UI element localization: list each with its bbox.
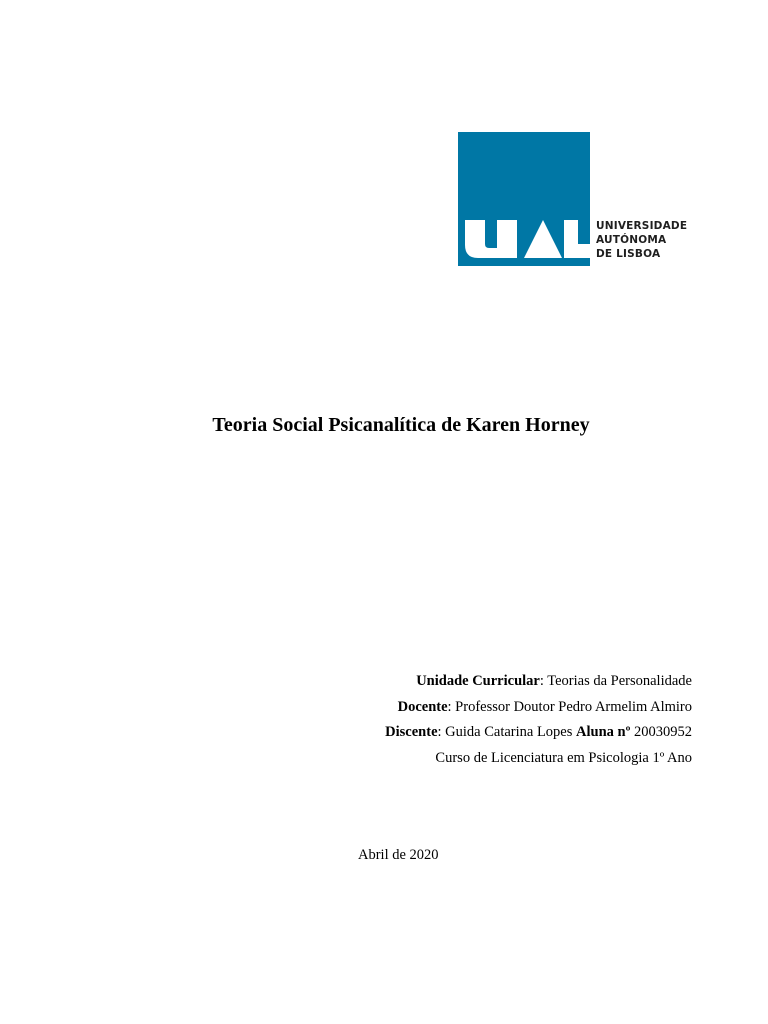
discente-label: Discente bbox=[385, 724, 438, 740]
university-name-line3: DE LISBOA bbox=[596, 248, 661, 260]
aluna-label: Aluna nº bbox=[576, 724, 631, 740]
university-name-line1: UNIVERSIDADE bbox=[596, 220, 688, 232]
university-name bbox=[596, 219, 687, 261]
ual-logo-icon bbox=[458, 132, 590, 266]
docente-line bbox=[385, 695, 692, 721]
document-date: Abril de 2020 bbox=[358, 847, 439, 863]
course-info bbox=[385, 669, 692, 771]
university-name-line2: AUTÓNOMA bbox=[596, 234, 667, 246]
document-title: Teoria Social Psicanalítica de Karen Horney bbox=[212, 414, 590, 436]
unidade-curricular-value: : Teorias da Personalidade bbox=[539, 673, 692, 689]
unidade-curricular-label: Unidade Curricular bbox=[416, 673, 540, 689]
discente-line bbox=[385, 720, 692, 746]
docente-value: : Professor Doutor Pedro Armelim Almiro bbox=[447, 698, 692, 715]
unidade-curricular-line bbox=[385, 669, 692, 695]
curso-line: Curso de Licenciatura em Psicologia 1º Ano bbox=[435, 749, 692, 766]
docente-label: Docente bbox=[397, 698, 448, 715]
aluna-number: 20030952 bbox=[630, 724, 692, 740]
discente-value: : Guida Catarina Lopes bbox=[437, 724, 577, 740]
university-logo bbox=[458, 132, 590, 266]
